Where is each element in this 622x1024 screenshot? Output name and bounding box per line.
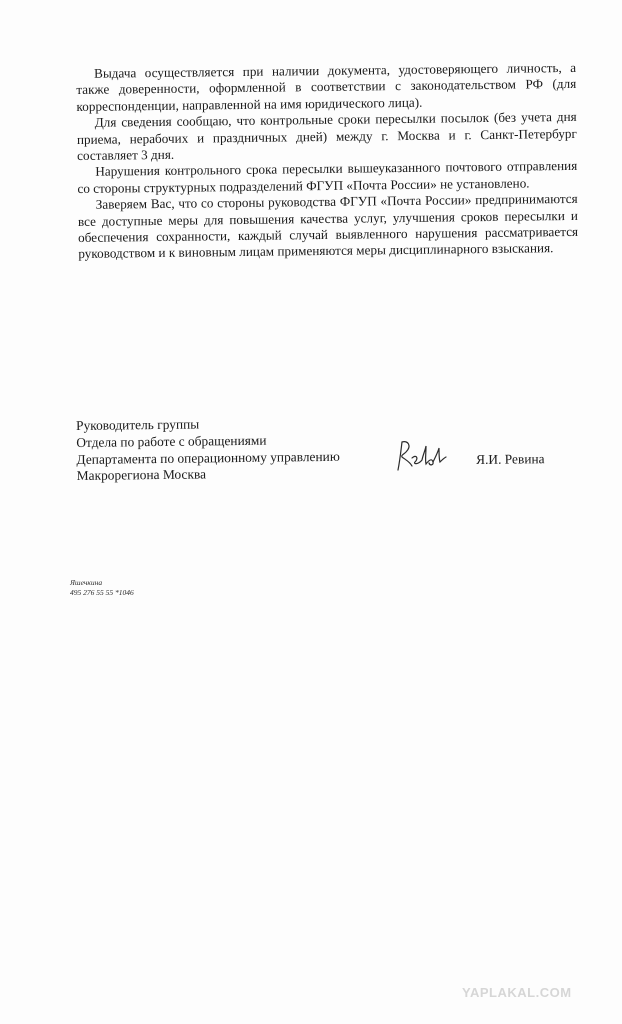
- paragraph-delivery-terms: Для сведения сообщаю, что контрольные сроки пересылки посылок (без учета дня приема, нерабочих и праздничных дней) между г. Москва и г. Санкт-Петербург составляет 3 дня.: [76, 109, 577, 164]
- signatory-title-line: Отдела по работе с обращениями: [76, 432, 267, 450]
- executor-phone: 495 276 55 55 *1046: [70, 588, 134, 597]
- signatory-title-line: Макрорегиона Москва: [76, 466, 207, 484]
- letter-body: [76, 60, 578, 263]
- handwritten-signature: [392, 436, 448, 476]
- executor-block: [70, 578, 134, 598]
- executor-name: Яшечкина: [70, 578, 103, 587]
- paragraph-assurance: Заверяем Вас, что со стороны руководства ФГУП «Почта России» предпринимаются все доступные меры для повышения качества услуг, улучшения сроков пересылки и обеспечения сохранности, каждый случай выявленного нарушения рассматривается руководством и к виновным лицам применяются меры дисциплинарного взыскания.: [77, 191, 579, 262]
- site-watermark: YAPLAKAL.COM: [462, 985, 572, 1000]
- signer-name: Я.И. Ревина: [476, 451, 545, 467]
- signatory-title-line: Департамента по операционному управлению: [76, 448, 340, 467]
- paragraph-identification: Выдача осуществляется при наличии документа, удостоверяющего личность, а также доверенности, оформленной в соответствии с законодательством РФ (для корреспонденции, направленной на имя юридического лица).: [76, 59, 577, 114]
- signatory-title-line: Руководитель группы: [76, 416, 200, 433]
- signatory-block: [76, 415, 340, 485]
- paragraph-no-violation: Нарушения контрольного срока пересылки вышеуказанного почтового отправления со стороны структурных подразделений ФГУП «Почта России» не установлено.: [77, 158, 578, 196]
